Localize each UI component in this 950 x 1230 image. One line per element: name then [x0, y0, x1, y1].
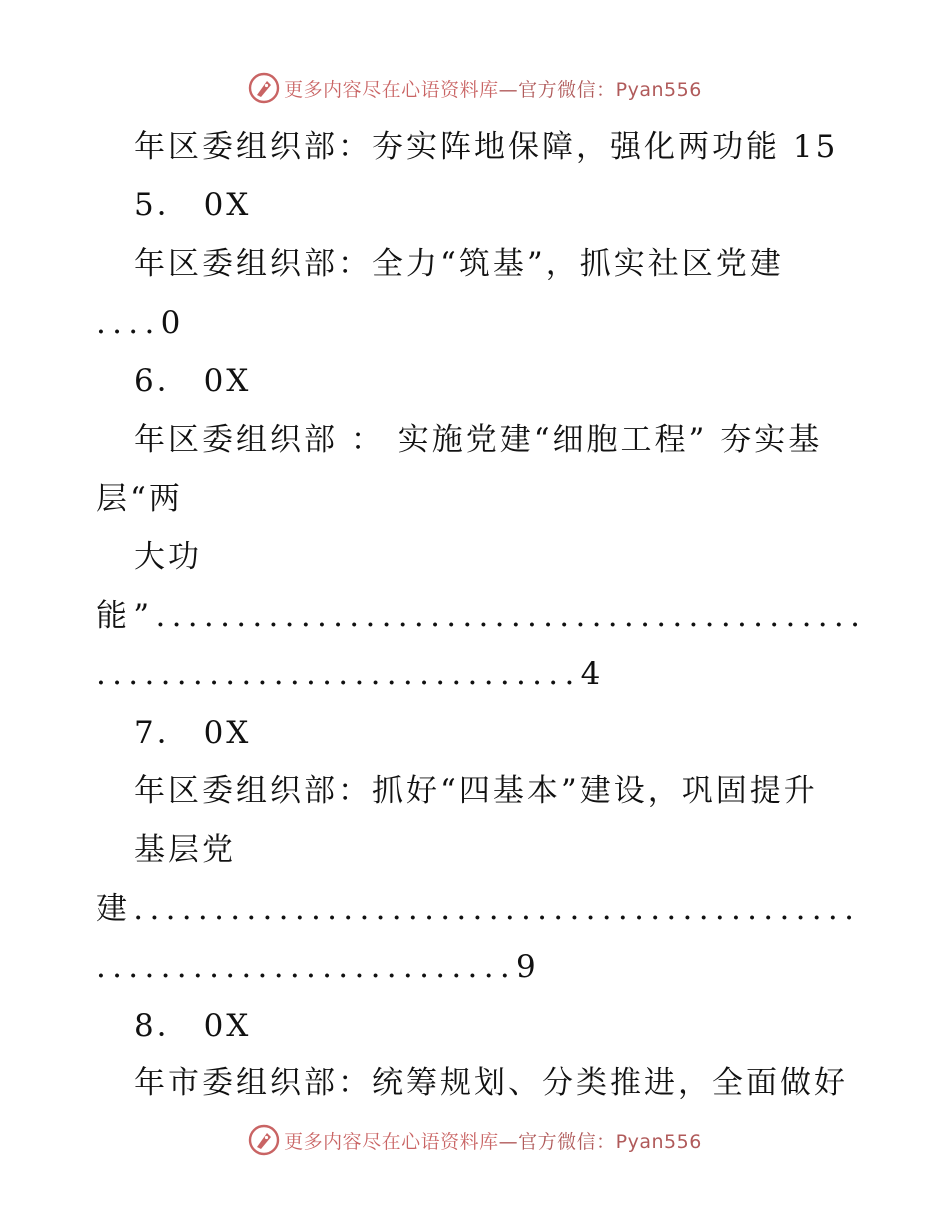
toc-line-7-title-cont: 基层党: [134, 832, 236, 868]
watermark-text: [284, 75, 702, 102]
toc-line-5-number: 5． 0X: [134, 187, 252, 223]
toc-line-7-leader: 建.............................................: [96, 891, 861, 927]
toc-line-6-number: 6． 0X: [134, 363, 252, 399]
toc-line-6-leader: 能”............................................: [96, 598, 867, 634]
watermark-main-text: 更多内容尽在心语资料库: [284, 78, 499, 101]
toc-line-7-number: 7． 0X: [134, 715, 252, 751]
header-watermark: [0, 68, 950, 108]
watermark-text: [284, 1127, 702, 1154]
toc-line-6-title-cont-1: 层“两: [96, 481, 183, 517]
toc-line-6-title: 年区委组织部 ： 实施党建“细胞工程” 夯实基: [134, 422, 823, 458]
watermark-sub-text: —官方微信：Pyan556: [498, 1130, 702, 1153]
toc-line-6-title-cont-2: 大功: [134, 539, 202, 575]
footer-watermark: [0, 1120, 950, 1160]
toc-line-8-number: 8． 0X: [134, 1008, 252, 1044]
pen-nib-logo-icon: [248, 72, 280, 104]
toc-line-7-page: ..........................9: [96, 949, 543, 985]
toc-line-7-title: 年区委组织部：抓好“四基本”建设，巩固提升: [134, 773, 818, 809]
pen-nib-logo-icon: [248, 1124, 280, 1156]
toc-line-6-page: ..............................4: [96, 656, 607, 692]
toc-line-4-title: 年区委组织部：夯实阵地保障，强化两功能 15: [134, 129, 839, 165]
toc-line-5-title: 年区委组织部：全力“筑基”，抓实社区党建: [134, 246, 784, 282]
watermark-sub-text: —官方微信：Pyan556: [498, 78, 702, 101]
watermark-main-text: 更多内容尽在心语资料库: [284, 1130, 499, 1153]
toc-line-8-title: 年市委组织部：统筹规划、分类推进，全面做好: [134, 1065, 848, 1101]
toc-line-5-page: ....0: [96, 305, 187, 341]
